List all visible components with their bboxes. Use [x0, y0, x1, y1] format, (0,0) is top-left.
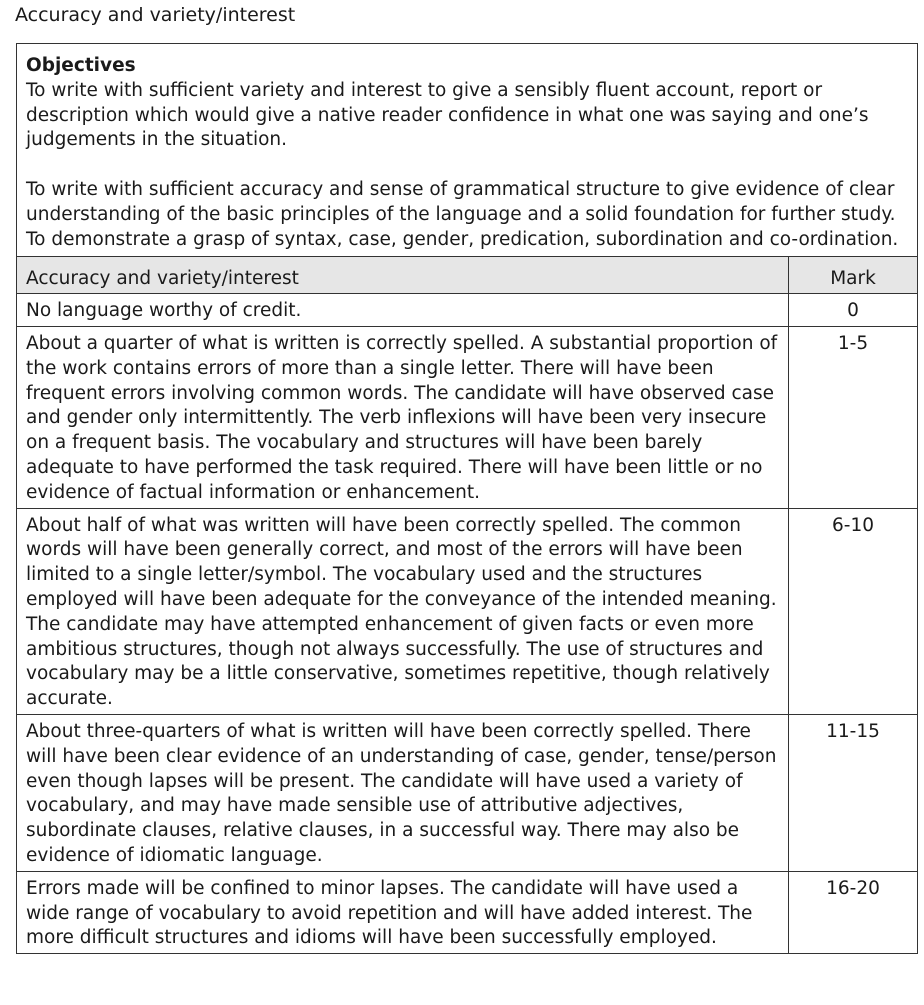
row-mark: 6-10 — [789, 508, 918, 714]
row-mark: 1-5 — [789, 326, 918, 508]
table-row — [17, 294, 917, 327]
page-heading: Accuracy and variety/interest — [15, 4, 296, 26]
table-row — [17, 326, 917, 508]
objectives-paragraph-2: To write with sufficient accuracy and sense of grammatical structure to give evidence of clear understanding of the basic principles of the language and a solid foundation for further study. To demonstrate a grasp of syntax, case, gender, predication, subordination and co-ordination. — [26, 178, 899, 250]
objectives-paragraph-1: To write with sufficient variety and interest to give a sensibly fluent account, report or description which would give a native reader confidence in what one was saying and one’s judgements in the situation. — [26, 79, 869, 151]
table-row — [17, 508, 917, 714]
row-description: About a quarter of what is written is correctly spelled. A substantial proportion of the work contains errors of more than a single letter. There will have been frequent errors involving common words. The candidate will have observed case and gender only intermittently. The verb inflexions will have been very insecure on a frequent basis. The vocabulary and structures will have been barely adequate to have performed the task required. There will have been little or no evidence of factual information or enhancement. — [17, 326, 789, 508]
row-description: About half of what was written will have been correctly spelled. The common words will have been generally correct, and most of the errors will have been limited to a single letter/symbol. The vocabulary used and the structures employed will have been adequate for the conveyance of the intended meaning. The candidate may have attempted enhancement of given facts or even more ambitious structures, though not always successfully. The use of structures and vocabulary may be a little conservative, sometimes repetitive, though relatively accurate. — [17, 508, 789, 714]
objectives-section — [17, 44, 917, 257]
row-mark: 0 — [789, 294, 918, 327]
table-header-row — [17, 257, 917, 293]
row-mark: 11-15 — [789, 714, 918, 871]
row-description: About three-quarters of what is written will have been correctly spelled. There will have been clear evidence of an understanding of case, gender, tense/person even though lapses will be present. The candidate will have used a variety of vocabulary, and may have made sensible use of attributive adjectives, subordinate clauses, relative clauses, in a successful way. There may also be evidence of idiomatic language. — [17, 714, 789, 871]
column-header-description: Accuracy and variety/interest — [17, 257, 789, 293]
marking-criteria-box — [16, 43, 918, 954]
objectives-title: Objectives — [26, 55, 136, 76]
column-header-mark: Mark — [789, 257, 918, 293]
paragraph-spacer — [26, 153, 907, 178]
row-description: No language worthy of credit. — [17, 294, 789, 327]
marking-table — [17, 257, 917, 953]
row-mark: 16-20 — [789, 871, 918, 953]
table-row — [17, 871, 917, 953]
row-description: Errors made will be confined to minor lapses. The candidate will have used a wide range of vocabulary to avoid repetition and will have added interest. The more difficult structures and idioms will have been successfully employed. — [17, 871, 789, 953]
table-row — [17, 714, 917, 871]
